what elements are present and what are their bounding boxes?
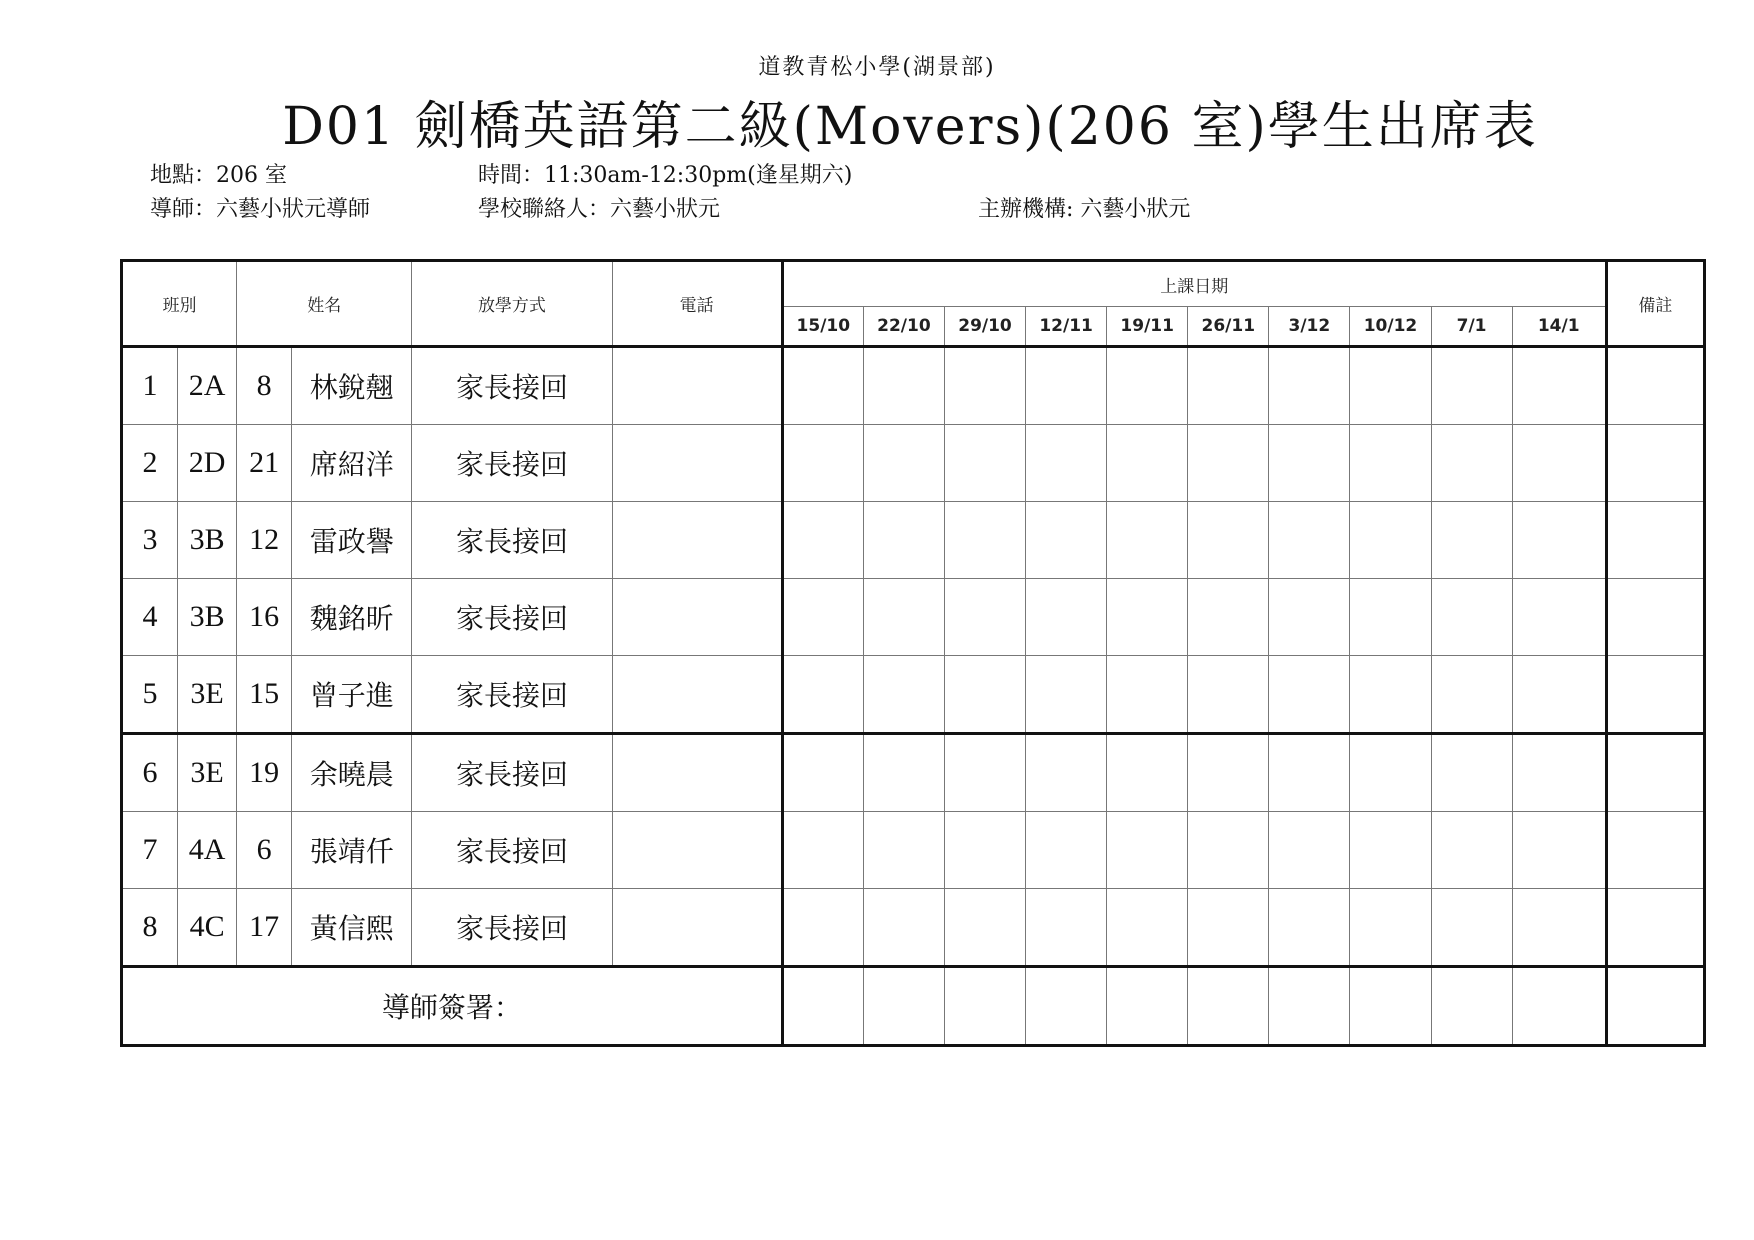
attendance-cell[interactable]	[1107, 734, 1188, 812]
attendance-cell[interactable]	[782, 812, 863, 889]
date-header: 15/10	[782, 307, 863, 347]
table-row	[122, 502, 1705, 579]
attendance-cell[interactable]	[944, 734, 1025, 812]
header-class: 班別	[122, 261, 237, 347]
student-class: 3E	[178, 734, 237, 812]
attendance-cell[interactable]	[1512, 656, 1606, 734]
attendance-cell[interactable]	[1107, 889, 1188, 967]
attendance-cell[interactable]	[1269, 579, 1350, 656]
attendance-cell[interactable]	[1026, 889, 1107, 967]
attendance-cell[interactable]	[1350, 812, 1431, 889]
student-name: 張靖仟	[292, 812, 412, 889]
attendance-cell[interactable]	[1026, 502, 1107, 579]
remarks-cell[interactable]	[1606, 812, 1704, 889]
attendance-cell[interactable]	[944, 656, 1025, 734]
attendance-cell[interactable]	[1107, 502, 1188, 579]
date-header: 19/11	[1107, 307, 1188, 347]
phone-cell[interactable]	[612, 812, 782, 889]
phone-cell[interactable]	[612, 734, 782, 812]
remarks-cell[interactable]	[1606, 502, 1704, 579]
signature-cell[interactable]	[1512, 967, 1606, 1046]
phone-cell[interactable]	[612, 656, 782, 734]
attendance-cell[interactable]	[863, 889, 944, 967]
remarks-cell[interactable]	[1606, 889, 1704, 967]
row-number: 4	[122, 579, 178, 656]
attendance-cell[interactable]	[1512, 812, 1606, 889]
student-class-number: 17	[237, 889, 292, 967]
header-dismissal: 放學方式	[412, 261, 612, 347]
table-row	[122, 347, 1705, 425]
signature-cell[interactable]	[1431, 967, 1512, 1046]
attendance-cell[interactable]	[782, 425, 863, 502]
school-name: 道教青松小學(湖景部)	[758, 55, 996, 80]
attendance-cell[interactable]	[1026, 656, 1107, 734]
attendance-cell[interactable]	[944, 347, 1025, 425]
attendance-cell[interactable]	[1188, 734, 1269, 812]
student-class: 2A	[178, 347, 237, 425]
attendance-cell[interactable]	[782, 734, 863, 812]
attendance-cell[interactable]	[1512, 889, 1606, 967]
attendance-cell[interactable]	[863, 734, 944, 812]
attendance-cell[interactable]	[1269, 502, 1350, 579]
date-header: 3/12	[1269, 307, 1350, 347]
attendance-cell[interactable]	[1512, 579, 1606, 656]
tutor-signature-label: 導師簽署：	[122, 967, 783, 1046]
attendance-cell[interactable]	[1431, 889, 1512, 967]
remarks-cell[interactable]	[1606, 425, 1704, 502]
student-name: 魏銘昕	[292, 579, 412, 656]
signature-cell[interactable]	[1026, 967, 1107, 1046]
phone-cell[interactable]	[612, 889, 782, 967]
attendance-cell[interactable]	[1107, 812, 1188, 889]
remarks-cell[interactable]	[1606, 656, 1704, 734]
attendance-cell[interactable]	[944, 579, 1025, 656]
attendance-cell[interactable]	[782, 889, 863, 967]
date-header: 26/11	[1188, 307, 1269, 347]
date-header: 29/10	[944, 307, 1025, 347]
attendance-cell[interactable]	[782, 579, 863, 656]
attendance-cell[interactable]	[1350, 502, 1431, 579]
attendance-cell[interactable]	[1512, 425, 1606, 502]
attendance-cell[interactable]	[1107, 347, 1188, 425]
attendance-cell[interactable]	[1269, 812, 1350, 889]
date-header: 12/11	[1026, 307, 1107, 347]
phone-cell[interactable]	[612, 579, 782, 656]
signature-row	[122, 967, 1705, 1046]
row-number: 7	[122, 812, 178, 889]
attendance-cell[interactable]	[1188, 579, 1269, 656]
student-class: 3B	[178, 502, 237, 579]
student-name: 林銳翹	[292, 347, 412, 425]
attendance-table	[120, 259, 1706, 1047]
attendance-cell[interactable]	[944, 889, 1025, 967]
page-title: D01 劍橋英語第二級(Movers)(206 室)學生出席表	[282, 97, 1538, 157]
phone-cell[interactable]	[612, 502, 782, 579]
header-name: 姓名	[237, 261, 412, 347]
attendance-cell[interactable]	[1026, 425, 1107, 502]
remarks-cell[interactable]	[1606, 579, 1704, 656]
student-class-number: 19	[237, 734, 292, 812]
contact-info: 學校聯絡人：六藝小狀元	[478, 197, 721, 222]
student-class-number: 12	[237, 502, 292, 579]
student-name: 曾子進	[292, 656, 412, 734]
attendance-cell[interactable]	[1350, 425, 1431, 502]
signature-cell[interactable]	[863, 967, 944, 1046]
attendance-cell[interactable]	[1269, 425, 1350, 502]
dismissal-method: 家長接回	[412, 656, 612, 734]
date-header: 14/1	[1512, 307, 1606, 347]
attendance-cell[interactable]	[944, 812, 1025, 889]
row-number: 5	[122, 656, 178, 734]
attendance-cell[interactable]	[1188, 656, 1269, 734]
attendance-cell[interactable]	[1269, 656, 1350, 734]
attendance-cell[interactable]	[1188, 889, 1269, 967]
student-class-number: 6	[237, 812, 292, 889]
attendance-cell[interactable]	[1431, 502, 1512, 579]
dismissal-method: 家長接回	[412, 734, 612, 812]
student-class: 3B	[178, 579, 237, 656]
attendance-cell[interactable]	[863, 812, 944, 889]
student-name: 黃信熙	[292, 889, 412, 967]
signature-cell[interactable]	[1350, 967, 1431, 1046]
dismissal-method: 家長接回	[412, 502, 612, 579]
attendance-cell[interactable]	[1512, 347, 1606, 425]
phone-cell[interactable]	[612, 425, 782, 502]
dismissal-method: 家長接回	[412, 425, 612, 502]
tutor-info: 導師：六藝小狀元導師	[150, 197, 371, 222]
organizer-info: 主辦機構: 六藝小狀元	[978, 197, 1191, 222]
attendance-cell[interactable]	[782, 502, 863, 579]
dismissal-method: 家長接回	[412, 812, 612, 889]
time-info: 時間：11:30am-12:30pm(逢星期六)	[478, 163, 853, 188]
student-class-number: 21	[237, 425, 292, 502]
row-number: 3	[122, 502, 178, 579]
attendance-cell[interactable]	[863, 347, 944, 425]
attendance-cell[interactable]	[1350, 656, 1431, 734]
attendance-cell[interactable]	[1431, 734, 1512, 812]
table-row	[122, 889, 1705, 967]
remarks-cell[interactable]	[1606, 347, 1704, 425]
signature-cell[interactable]	[782, 967, 863, 1046]
attendance-cell[interactable]	[863, 579, 944, 656]
attendance-cell[interactable]	[1350, 579, 1431, 656]
attendance-cell[interactable]	[1431, 347, 1512, 425]
header-lesson-dates: 上課日期	[782, 261, 1606, 307]
attendance-cell[interactable]	[1107, 656, 1188, 734]
row-number: 1	[122, 347, 178, 425]
attendance-cell[interactable]	[863, 502, 944, 579]
signature-cell[interactable]	[944, 967, 1025, 1046]
attendance-cell[interactable]	[1431, 579, 1512, 656]
date-header: 10/12	[1350, 307, 1431, 347]
attendance-cell[interactable]	[1269, 734, 1350, 812]
attendance-cell[interactable]	[1107, 579, 1188, 656]
student-class-number: 16	[237, 579, 292, 656]
table-row	[122, 579, 1705, 656]
signature-cell[interactable]	[1269, 967, 1350, 1046]
attendance-cell[interactable]	[1350, 889, 1431, 967]
attendance-cell[interactable]	[863, 656, 944, 734]
attendance-cell[interactable]	[1350, 734, 1431, 812]
attendance-cell[interactable]	[1188, 425, 1269, 502]
row-number: 2	[122, 425, 178, 502]
attendance-cell[interactable]	[1026, 734, 1107, 812]
student-class-number: 8	[237, 347, 292, 425]
row-number: 6	[122, 734, 178, 812]
student-name: 雷政譽	[292, 502, 412, 579]
attendance-cell[interactable]	[1431, 812, 1512, 889]
attendance-cell[interactable]	[782, 347, 863, 425]
table-row	[122, 425, 1705, 502]
attendance-cell[interactable]	[1269, 347, 1350, 425]
date-header: 22/10	[863, 307, 944, 347]
location-info: 地點：206 室	[150, 163, 287, 188]
dismissal-method: 家長接回	[412, 579, 612, 656]
attendance-cell[interactable]	[1188, 347, 1269, 425]
student-name: 余曉晨	[292, 734, 412, 812]
student-class: 4C	[178, 889, 237, 967]
header-phone: 電話	[612, 261, 782, 347]
signature-remarks-cell[interactable]	[1606, 967, 1704, 1046]
attendance-cell[interactable]	[944, 502, 1025, 579]
attendance-cell[interactable]	[1107, 425, 1188, 502]
attendance-cell[interactable]	[1026, 812, 1107, 889]
attendance-cell[interactable]	[1269, 889, 1350, 967]
table-row	[122, 734, 1705, 812]
signature-cell[interactable]	[1107, 967, 1188, 1046]
student-class: 4A	[178, 812, 237, 889]
date-header: 7/1	[1431, 307, 1512, 347]
row-number: 8	[122, 889, 178, 967]
student-class-number: 15	[237, 656, 292, 734]
attendance-cell[interactable]	[1026, 579, 1107, 656]
remarks-cell[interactable]	[1606, 734, 1704, 812]
table-row	[122, 656, 1705, 734]
header-remarks: 備註	[1606, 261, 1704, 347]
dismissal-method: 家長接回	[412, 347, 612, 425]
attendance-cell[interactable]	[863, 425, 944, 502]
student-name: 席紹洋	[292, 425, 412, 502]
student-class: 2D	[178, 425, 237, 502]
dismissal-method: 家長接回	[412, 889, 612, 967]
table-row	[122, 812, 1705, 889]
attendance-cell[interactable]	[1512, 502, 1606, 579]
attendance-cell[interactable]	[1188, 502, 1269, 579]
attendance-cell[interactable]	[1431, 425, 1512, 502]
attendance-cell[interactable]	[1431, 656, 1512, 734]
attendance-cell[interactable]	[1350, 347, 1431, 425]
student-class: 3E	[178, 656, 237, 734]
phone-cell[interactable]	[612, 347, 782, 425]
attendance-cell[interactable]	[782, 656, 863, 734]
attendance-cell[interactable]	[944, 425, 1025, 502]
signature-cell[interactable]	[1188, 967, 1269, 1046]
attendance-cell[interactable]	[1026, 347, 1107, 425]
attendance-cell[interactable]	[1188, 812, 1269, 889]
attendance-cell[interactable]	[1512, 734, 1606, 812]
